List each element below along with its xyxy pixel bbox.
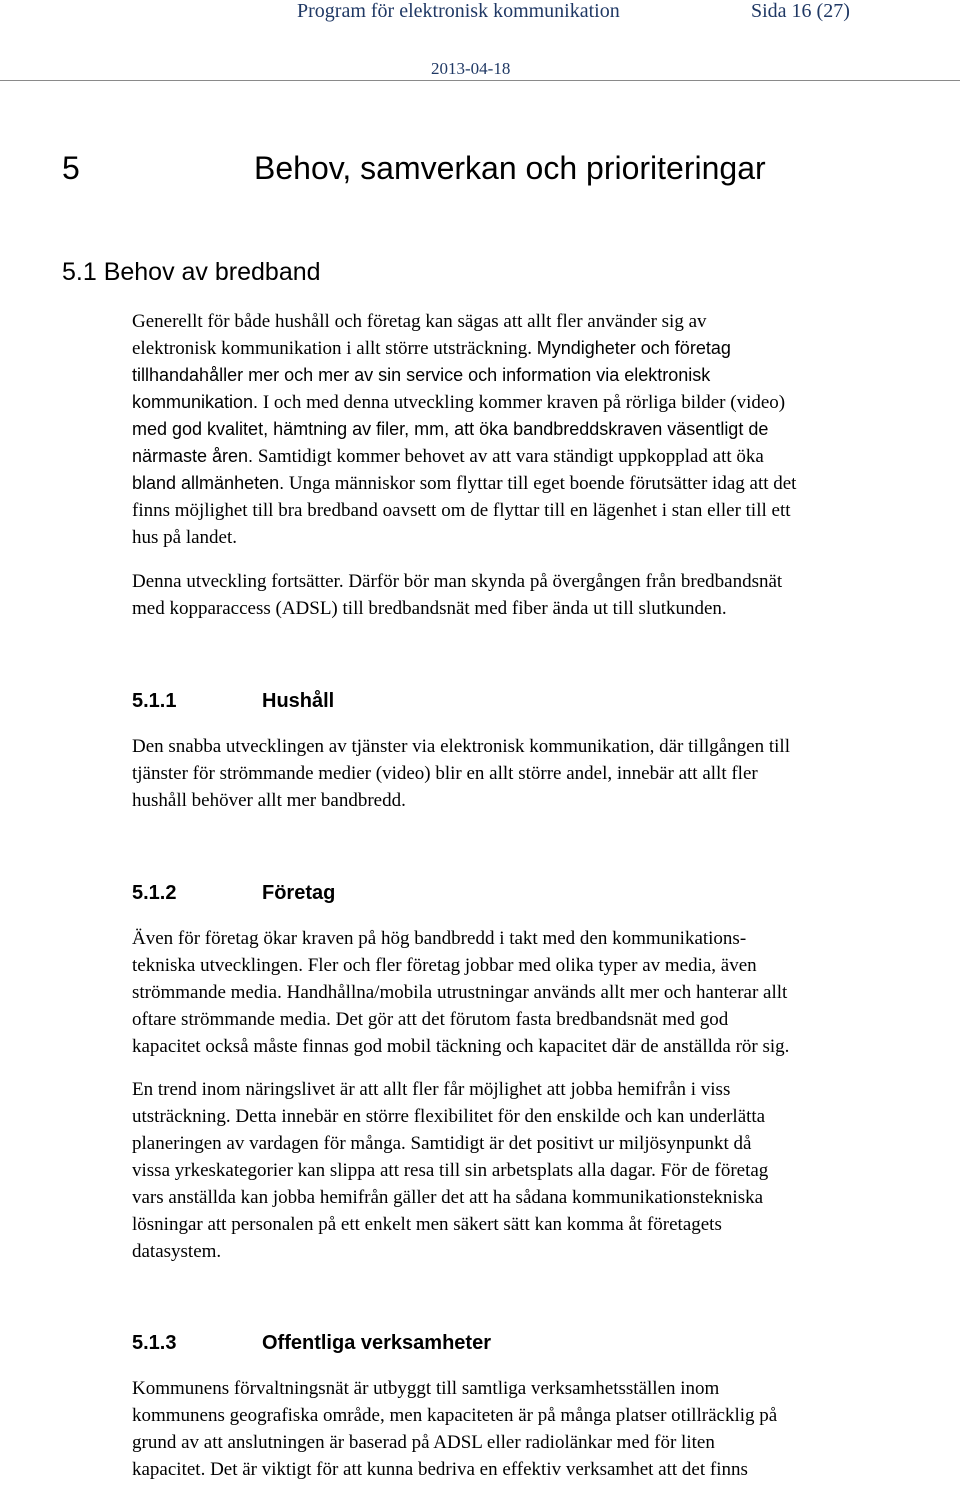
text-line: tekniska utvecklingen. Fler och fler företag jobbar med olika typer av media, även bbox=[132, 955, 757, 976]
text-line: strömmande media. Handhållna/mobila utrustningar används allt mer och hanterar allt bbox=[132, 982, 788, 1003]
chapter-number: 5 bbox=[62, 150, 80, 186]
chapter-title: Behov, samverkan och prioriteringar bbox=[254, 150, 766, 186]
subsection-number: 5.1.3 bbox=[132, 1332, 177, 1354]
text-span: bland allmänheten. bbox=[132, 473, 285, 493]
text-line: kapacitet. Det är viktigt för att kunna bedriva en effektiv verksamhet att det finns bbox=[132, 1459, 748, 1480]
text-span: elektronisk kommunikation i allt större utsträckning. bbox=[132, 338, 532, 359]
text-line: planeringen av vardagen för många. Samtidigt är det positivt ur miljösynpunkt då bbox=[132, 1133, 752, 1154]
header-title: Program för elektronisk kommunikation bbox=[297, 0, 620, 22]
text-line: tillhandahåller mer och mer av sin service och information via elektronisk bbox=[132, 365, 711, 385]
text-span: närmaste åren. bbox=[132, 446, 254, 466]
subsection-number: 5.1.2 bbox=[132, 882, 177, 904]
text-line: med kopparaccess (ADSL) till bredbandsnät med fiber ända ut till slutkunden. bbox=[132, 598, 727, 619]
text-line: kapacitet också måste finnas god mobil täckning och kapacitet där de anställda rör sig. bbox=[132, 1036, 790, 1057]
text-line: Generellt för både hushåll och företag kan sägas att allt fler använder sig av bbox=[132, 311, 707, 332]
text-line: med god kvalitet, hämtning av filer, mm, att öka bandbreddskraven väsentligt de bbox=[132, 419, 769, 439]
text-line bbox=[132, 335, 960, 362]
text-line: tjänster för strömmande medier (video) blir en allt större andel, innebär att allt fler bbox=[132, 763, 758, 784]
text-line: Den snabba utvecklingen av tjänster via elektronisk kommunikation, där tillgången till bbox=[132, 736, 790, 757]
subsection-title: Hushåll bbox=[262, 690, 335, 712]
paragraph-intro bbox=[132, 308, 960, 551]
text-line: Kommunens förvaltningsnät är utbyggt till samtliga verksamhetsställen inom bbox=[132, 1378, 720, 1399]
text-span: Myndigheter och företag bbox=[536, 338, 731, 358]
text-line bbox=[132, 470, 960, 497]
text-line: Även för företag ökar kraven på hög bandbredd i takt med den kommunikations- bbox=[132, 928, 747, 949]
text-line: grund av att anslutningen är baserad på ADSL eller radiolänkar med för liten bbox=[132, 1432, 715, 1453]
text-line: lösningar att personalen på ett enkelt men säkert sätt kan komma åt företagets bbox=[132, 1214, 722, 1235]
text-line: kommunens geografiska område, men kapaciteten är på många platser otillräcklig på bbox=[132, 1405, 778, 1426]
paragraph-public-sector bbox=[132, 1375, 960, 1483]
text-line: utsträckning. Detta innebär en större flexibilitet för den enskilde och kan underlätta bbox=[132, 1106, 766, 1127]
section-heading: 5.1 Behov av bredband bbox=[62, 258, 321, 286]
header-divider bbox=[0, 80, 960, 81]
text-span: Samtidigt kommer behovet av att vara ständigt uppkopplad att öka bbox=[257, 446, 764, 467]
text-line bbox=[132, 443, 960, 470]
text-line: Denna utveckling fortsätter. Därför bör man skynda på övergången från bredbandsnät bbox=[132, 571, 783, 592]
text-line: hus på landet. bbox=[132, 527, 238, 548]
subsection-title: Företag bbox=[262, 882, 336, 904]
text-line: oftare strömmande media. Det gör att det förutom fasta bredbandsnät med god bbox=[132, 1009, 729, 1030]
text-span: I och med denna utveckling kommer kraven på rörliga bilder (video) bbox=[262, 392, 786, 413]
text-line: En trend inom näringslivet är att allt fler får möjlighet att jobba hemifrån i viss bbox=[132, 1079, 731, 1100]
text-line: vars anställda kan jobba hemifrån gäller det att ha sådana kommunikationstekniska bbox=[132, 1187, 764, 1208]
text-line: datasystem. bbox=[132, 1241, 222, 1262]
subsection-title: Offentliga verksamheter bbox=[262, 1332, 491, 1354]
subsection-number: 5.1.1 bbox=[132, 690, 177, 712]
text-line: hushåll behöver allt mer bandbredd. bbox=[132, 790, 406, 811]
header-page-number: Sida 16 (27) bbox=[751, 0, 850, 22]
text-line bbox=[132, 389, 960, 416]
paragraph-companies-1 bbox=[132, 925, 960, 1060]
paragraph-companies-2 bbox=[132, 1076, 960, 1265]
paragraph-development bbox=[132, 568, 960, 622]
paragraph-households bbox=[132, 733, 960, 814]
text-line: finns möjlighet till bra bredband oavsett om de flyttar till en lägenhet i stan eller till ett bbox=[132, 500, 791, 521]
text-line: vissa yrkeskategorier kan slippa att resa till sin arbetsplats alla dagar. För de företag bbox=[132, 1160, 769, 1181]
text-span: Unga människor som flyttar till eget boende förutsätter idag att det bbox=[288, 473, 797, 494]
text-span: kommunikation. bbox=[132, 392, 259, 412]
header-date: 2013-04-18 bbox=[431, 59, 511, 78]
